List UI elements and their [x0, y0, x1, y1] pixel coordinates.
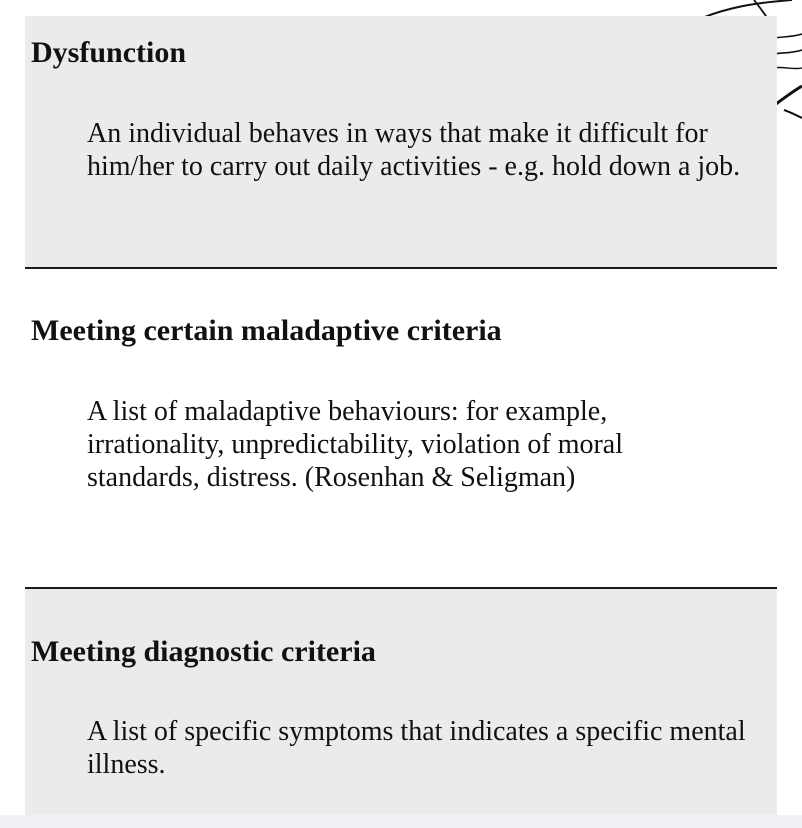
- section-body: A list of specific symptoms that indicates a specific mental illness.: [87, 716, 746, 780]
- bottom-edge-strip: [0, 815, 802, 828]
- section-title: Dysfunction: [31, 36, 187, 69]
- section-maladaptive-criteria: [25, 269, 777, 587]
- section-body: An individual behaves in ways that make it difficult for him/her to carry out daily activities - e.g. hold down a job.: [87, 118, 741, 182]
- section-diagnostic-criteria: [25, 589, 777, 815]
- section-body: A list of maladaptive behaviours: for example, irrationality, unpredictability, violation of moral standards, distress. (Rosenhan & Seligman): [87, 396, 624, 493]
- section-title: Meeting certain maladaptive criteria: [31, 314, 502, 347]
- section-title: Meeting diagnostic criteria: [31, 635, 376, 668]
- section-dysfunction: [25, 16, 777, 268]
